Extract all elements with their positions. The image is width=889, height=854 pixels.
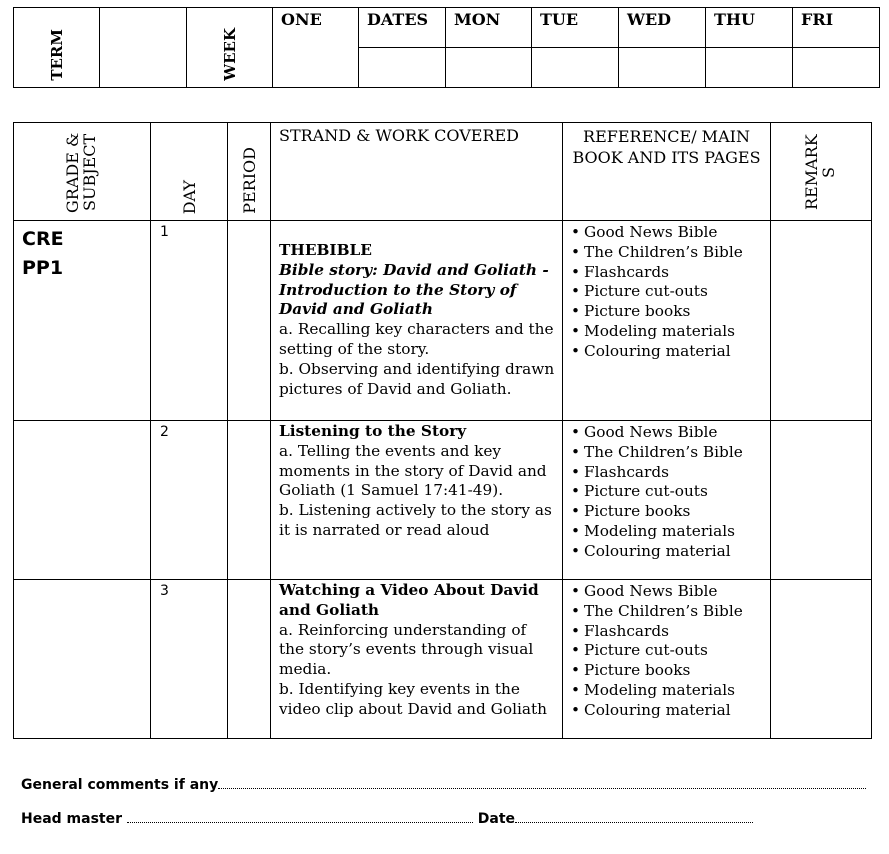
reference-cell (563, 421, 771, 580)
list-item: • Modeling materials (571, 681, 770, 701)
period-header (228, 123, 271, 221)
day-cell (151, 421, 228, 580)
signature-line (21, 810, 753, 827)
list-item: • The Children’s Bible (571, 243, 770, 263)
reference-cell (563, 221, 771, 421)
work-title: THEBIBLE (279, 241, 372, 259)
term-label: TERM (47, 29, 66, 81)
work-cell (271, 221, 563, 421)
day-header-mon (446, 8, 532, 48)
work-title: Listening to the Story (279, 422, 467, 440)
list-item: • Picture cut-outs (571, 282, 770, 302)
list-item: • Good News Bible (571, 582, 770, 602)
term-label-cell (14, 8, 100, 88)
reference-list (563, 580, 770, 721)
term-value-cell[interactable] (100, 8, 187, 88)
list-item: • Flashcards (571, 622, 770, 642)
work-cell (271, 580, 563, 739)
list-item: • Picture books (571, 502, 770, 522)
work-point-a: a. Reinforcing understanding of the story’s events through visual media. (279, 620, 534, 679)
period-cell[interactable] (228, 580, 271, 739)
reference-list (563, 221, 770, 362)
list-item: • Good News Bible (571, 223, 770, 243)
remarks-header (771, 123, 872, 221)
day-cell (151, 221, 228, 421)
work-cell (271, 421, 563, 580)
day-label-wed: WED (627, 10, 672, 29)
day-number: 2 (160, 424, 169, 440)
list-item: • The Children’s Bible (571, 602, 770, 622)
remarks-cell[interactable] (771, 421, 872, 580)
work-covered-table (13, 122, 872, 739)
grade-subject-header (14, 123, 151, 221)
general-comments-label: General comments if any (21, 777, 219, 793)
table-row (14, 421, 872, 580)
table-row (14, 580, 872, 739)
subject-line-1: CRE (22, 228, 64, 250)
remarks-cell[interactable] (771, 580, 872, 739)
week-header-table (13, 7, 880, 88)
day-header-fri (793, 8, 880, 48)
general-comments-field[interactable] (218, 776, 866, 789)
dates-label-cell (359, 8, 446, 48)
subject-cell (14, 421, 151, 580)
date-field[interactable] (515, 810, 753, 823)
reference-column-label: REFERENCE/ MAIN BOOK AND ITS PAGES (572, 127, 761, 167)
date-cell-fri[interactable] (793, 48, 880, 88)
list-item: • The Children’s Bible (571, 443, 770, 463)
day-number: 3 (160, 583, 169, 599)
grade-subject-label: GRADE & SUBJECT (63, 132, 99, 213)
subject-line-2: PP1 (22, 257, 64, 279)
work-point-b: b. Identifying key events in the video clip about David and Goliath (279, 679, 547, 718)
dates-value-cell[interactable] (359, 48, 446, 88)
list-item: • Flashcards (571, 463, 770, 483)
day-label-tue: TUE (540, 10, 579, 29)
list-item: • Good News Bible (571, 423, 770, 443)
work-point-b: b. Listening actively to the story as it is narrated or read aloud (279, 501, 552, 539)
work-point-a: a. Telling the events and key moments in the story of David and Goliath (1 Samuel 17:41-49). (279, 441, 547, 500)
list-item: • Picture books (571, 661, 770, 681)
date-cell-tue[interactable] (532, 48, 619, 88)
date-cell-thu[interactable] (706, 48, 793, 88)
period-column-label: PERIOD (239, 147, 259, 214)
day-header-tue (532, 8, 619, 48)
day-label-fri: FRI (801, 10, 834, 29)
day-cell (151, 580, 228, 739)
week-label: WEEK (220, 28, 239, 81)
reference-header (563, 123, 771, 221)
headmaster-field[interactable] (127, 810, 473, 823)
general-comments-line (21, 776, 866, 793)
week-value-cell (273, 8, 359, 88)
week-value: ONE (281, 10, 322, 29)
date-cell-mon[interactable] (446, 48, 532, 88)
list-item: • Modeling materials (571, 522, 770, 542)
headmaster-label: Head master (21, 811, 123, 827)
day-column-label: DAY (179, 179, 199, 214)
date-cell-wed[interactable] (619, 48, 706, 88)
day-label-thu: THU (714, 10, 755, 29)
reference-cell (563, 580, 771, 739)
reference-list (563, 421, 770, 562)
list-item: • Colouring material (571, 542, 770, 562)
strand-header (271, 123, 563, 221)
list-item: • Flashcards (571, 263, 770, 283)
list-item: • Picture books (571, 302, 770, 322)
strand-column-label: STRAND & WORK COVERED (279, 126, 519, 145)
date-label: Date (477, 811, 516, 827)
list-item: • Picture cut-outs (571, 641, 770, 661)
dates-label: DATES (367, 10, 429, 29)
list-item: • Colouring material (571, 342, 770, 362)
work-subtitle: Bible story: David and Goliath - Introduction to the Story of David and Goliath (279, 260, 549, 319)
day-header-thu (706, 8, 793, 48)
subject-cell (14, 221, 151, 421)
week-label-cell (187, 8, 273, 88)
day-label-mon: MON (454, 10, 501, 29)
work-point-a: a. Recalling key characters and the setting of the story. (279, 320, 554, 358)
day-number: 1 (160, 224, 169, 240)
period-cell[interactable] (228, 421, 271, 580)
table-row (14, 221, 872, 421)
day-header (151, 123, 228, 221)
day-header-wed (619, 8, 706, 48)
list-item: • Colouring material (571, 701, 770, 721)
list-item: • Picture cut-outs (571, 482, 770, 502)
work-point-b: b. Observing and identifying drawn pictures of David and Goliath. (279, 359, 555, 398)
work-title: Watching a Video About David and Goliath (279, 581, 539, 619)
remarks-cell[interactable] (771, 221, 872, 421)
remarks-column-label: REMARK S (802, 134, 838, 211)
period-cell[interactable] (228, 221, 271, 421)
subject-cell (14, 580, 151, 739)
list-item: • Modeling materials (571, 322, 770, 342)
